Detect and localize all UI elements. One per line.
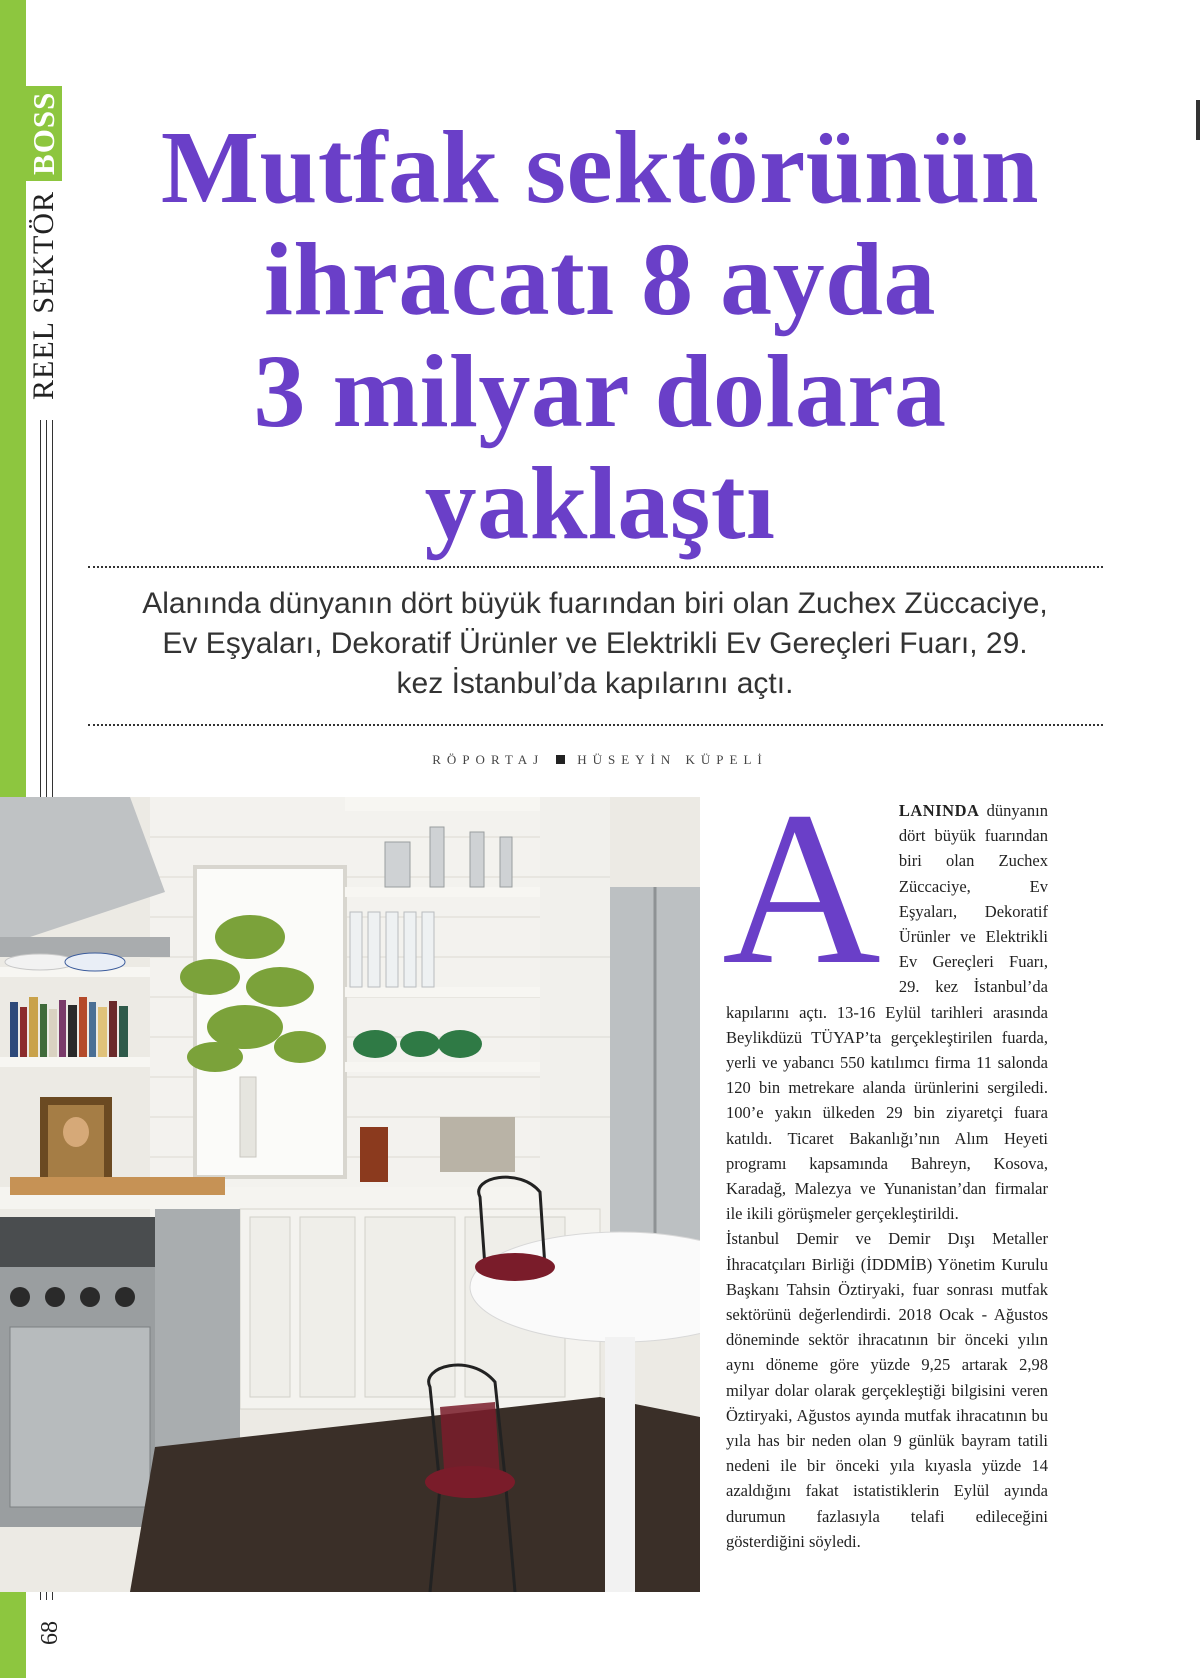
section-header [27,86,61,400]
section-label: REEL SEKTÖR [27,190,60,400]
byline-author: HÜSEYİN KÜPELİ [577,752,768,767]
brand-logo: BOSS [26,86,62,181]
headline-line-4: yaklaştı [424,446,776,561]
drop-cap: A [722,766,881,1010]
dotted-divider-top [88,566,1103,568]
subtitle [85,584,1105,704]
page-number: 68 [37,1621,63,1645]
article-body [722,766,1048,1554]
headline [60,112,1140,560]
square-bullet-icon [556,755,565,764]
subtitle-line-3: kez İstanbul’da kapılarını açtı. [396,667,794,700]
byline-type: RÖPORTAJ [432,752,545,767]
subtitle-line-1: Alanında dünyanın dört büyük fuarından biri olan Zuchex Züccaciye, [142,587,1048,620]
right-edge-rule [1196,100,1200,140]
kitchen-photo [0,797,700,1592]
subtitle-line-2: Ev Eşyaları, Dekoratif Ürünler ve Elektrikli Ev Gereçleri Fuarı, 29. [162,627,1028,660]
paragraph-1-text: dünyanın dört büyük fuarından biri olan Zuchex Züccaciye, Ev Eşyaları, Dekoratif Ürünler ve Elektrikli Ev Gereçleri Fuarı, 29. kez İstanbul’da kapılarını açtı. 13-16 Eylül tarihleri arasında Beylikdüzü TÜYAP’ta gerçekleştirilen fuarda, yerli ve yabancı 550 katılımcı firma 11 salonda 120 bin metrekare alanda ürünlerini sergiledi. 100’e yakın ülkeden 29 bin ziyaretçi fuara katıldı. Ticaret Bakanlığı’nın Alım Heyeti programı kapsamında Bahreyn, Kosova, Karadağ, Malezya ve Yunanistan’dan firmalar ile ikili görüşmeler gerçekleştirildi. [726,801,1048,1224]
headline-line-3: 3 milyar dolara [253,334,947,449]
headline-line-1: Mutfak sektörünün [160,110,1040,225]
headline-line-2: ihracatı 8 ayda [264,222,936,337]
dotted-divider-bottom [88,724,1103,726]
article-paragraph-2: İstanbul Demir ve Demir Dışı Metaller İhracatçıları Birliği (İDDMİB) Yönetim Kurulu Başkanı Tahsin Öztiryaki, fuar sonrası mutfak sektörünü değerlendirdi. 2018 Ocak - Ağustos döneminde sektör ihracatının bir önceki yılın aynı döneme göre yüzde 9,25 artarak 2,98 milyar dolar olarak gerçekleştiği bilgisini veren Öztiryaki, Ağustos ayında mutfak ihracatının bu yıla has bir neden olan 9 günlük bayram tatili nedeni ile bir önceki yıla kıyasla yüzde 14 azaldığını fakat istatistiklerin Eylül ayında durumun fazlasıyla telafi edileceğini gösterdiğini söyledi. [726,1229,1048,1551]
lead-word: LANINDA [898,801,980,820]
